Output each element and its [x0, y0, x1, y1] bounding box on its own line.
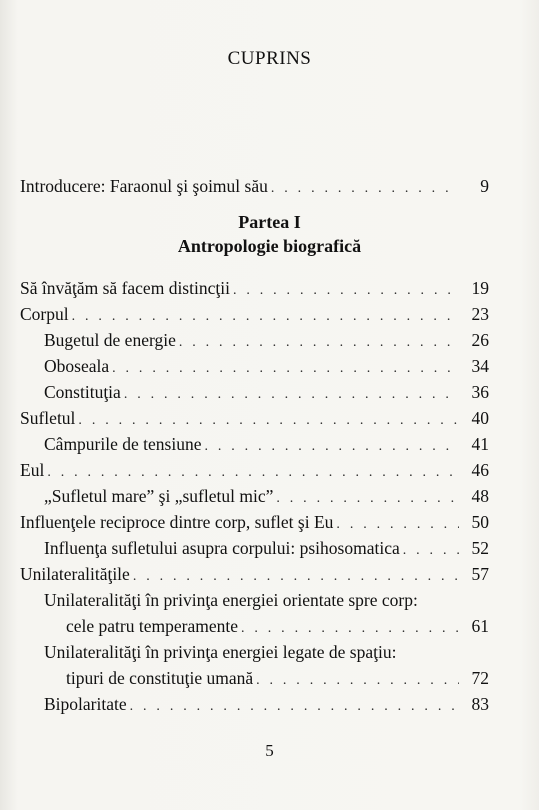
- toc-entry[interactable]: [66, 667, 489, 689]
- leader-dots: [271, 178, 459, 200]
- toc-entry-page: 26: [471, 330, 489, 350]
- toc-entry-label: Unilateralităţi în privinţa energiei legate de spaţiu:: [44, 642, 397, 662]
- toc-entry-label: Unilateralităţi în privinţa energiei orientate spre corp:: [44, 590, 418, 610]
- toc-entry-label: Influenţa sufletului asupra corpului: psihosomatica: [44, 538, 400, 558]
- toc-entry[interactable]: [20, 407, 489, 429]
- part-heading: Partea I: [238, 212, 301, 232]
- page-number: 5: [265, 741, 274, 760]
- toc-entry-page: 61: [471, 616, 489, 636]
- toc-entry[interactable]: [44, 693, 489, 715]
- toc-entry-page: 83: [471, 694, 489, 714]
- toc-entry-introduction[interactable]: [20, 175, 489, 197]
- toc-entry-label: Sufletul: [20, 408, 76, 428]
- toc-entry-label: Influenţele reciproce dintre corp, suflet şi Eu: [20, 512, 334, 532]
- toc-entry-page: 48: [471, 486, 489, 506]
- toc-entry-label: Oboseala: [44, 356, 110, 376]
- toc-entry-page: 52: [471, 538, 489, 558]
- toc-entry-page: 50: [471, 512, 489, 532]
- leader-dots: [133, 566, 459, 588]
- toc-entry-page: 23: [471, 304, 489, 324]
- toc-entry-page: 36: [471, 382, 489, 402]
- leader-dots: [124, 384, 459, 406]
- toc-entry-label: Câmpurile de tensiune: [44, 434, 202, 454]
- toc-entry-page: 41: [471, 434, 489, 454]
- leader-dots: [204, 436, 459, 458]
- toc-entry-page: 72: [471, 668, 489, 688]
- toc-title: CUPRINS: [227, 48, 312, 69]
- toc-entry-label: Să învăţăm să facem distincţii: [20, 278, 230, 298]
- toc-entry-label: Bugetul de energie: [44, 330, 176, 350]
- toc-entry-label: tipuri de constituţie umană: [66, 668, 254, 688]
- leader-dots: [72, 306, 459, 328]
- toc-entry[interactable]: [44, 355, 489, 377]
- toc-entry-page: 19: [471, 278, 489, 298]
- leader-dots: [47, 462, 459, 484]
- toc-entry-label: Introducere: Faraonul şi şoimul său: [20, 176, 268, 196]
- toc-entry[interactable]: [20, 511, 489, 533]
- toc-entry-label: Unilateralităţile: [20, 564, 130, 584]
- toc-entry[interactable]: [44, 485, 489, 507]
- toc-entry-page: 34: [471, 356, 489, 376]
- toc-entry-label: Bipolaritate: [44, 694, 127, 714]
- toc-entry[interactable]: [44, 433, 489, 455]
- leader-dots: [241, 618, 459, 640]
- toc-entry-label: cele patru temperamente: [66, 616, 238, 636]
- leader-dots: [78, 410, 459, 432]
- toc-entry-page: 9: [480, 176, 489, 196]
- toc-entry[interactable]: [20, 303, 489, 325]
- toc-entry[interactable]: [20, 459, 489, 481]
- leader-dots: [336, 514, 459, 536]
- toc-entry[interactable]: [20, 563, 489, 585]
- toc-entry[interactable]: [44, 381, 489, 403]
- toc-entry-page: 46: [471, 460, 489, 480]
- leader-dots: [179, 332, 459, 354]
- leader-dots: [276, 488, 459, 510]
- toc-entry-page: 40: [471, 408, 489, 428]
- leader-dots: [233, 280, 459, 302]
- toc-entry[interactable]: [44, 589, 489, 611]
- toc-entry-label: Eul: [20, 460, 45, 480]
- toc-entry-label: Corpul: [20, 304, 69, 324]
- leader-dots: [130, 696, 459, 718]
- leader-dots: [403, 540, 459, 562]
- toc-entry[interactable]: [44, 329, 489, 351]
- leader-dots: [112, 358, 459, 380]
- part-subtitle: Antropologie biografică: [177, 236, 362, 256]
- toc-entry-label: Constituţia: [44, 382, 121, 402]
- toc-entry[interactable]: [20, 277, 489, 299]
- toc-entry[interactable]: [44, 537, 489, 559]
- toc-entry[interactable]: [44, 641, 489, 663]
- toc-entry[interactable]: [66, 615, 489, 637]
- toc-entry-label: „Sufletul mare” şi „sufletul mic”: [44, 486, 274, 506]
- toc-entry-page: 57: [471, 564, 489, 584]
- leader-dots: [256, 670, 459, 692]
